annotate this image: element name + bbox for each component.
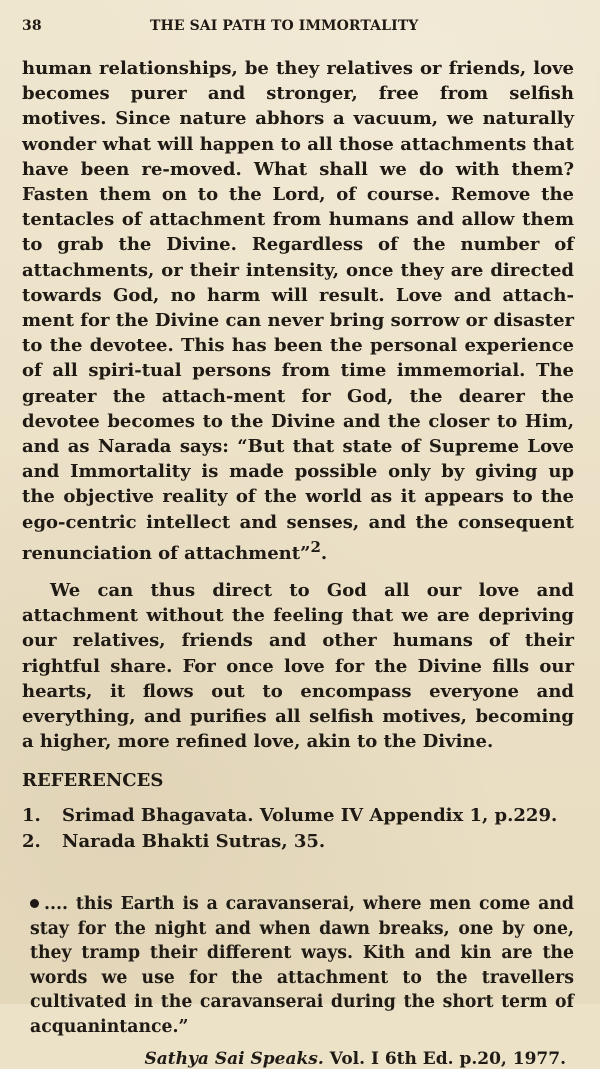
footnote-ref: 2 [310,537,321,556]
source-details: Vol. I 6th Ed. p.20, 1977. [323,1048,566,1069]
running-title: THE SAI PATH TO IMMORTALITY [150,18,419,34]
page-number: 38 [22,18,42,34]
references-heading: REFERENCES [22,770,164,792]
quote-text: .... this Earth is a caravanserai, where men come and stay for the night and when dawn breaks, one by one, they tramp their different ways. Kith and kin are the words we use for the attachment to the travellers cultivated in the caravanserai during the short term of acquanintance.” [30,894,574,1037]
closing-quote [22,892,574,1038]
paragraph-2: We can thus direct to God all our love and attachment without the feeling that we are depriving our relatives, friends and other humans of their rightful share. For once love for the Divine fills our hearts, it flows out to encompass everyone and everything, and purifies all selfish motives, becoming a higher, more refined love, akin to the Divine. [22,580,574,753]
paragraph-1-text: human relationships, be they relatives or friends, love becomes purer and stronger, free from selfish motives. Since nature abhors a vacuum, we naturally wonder what will happen to all those attachments that have been re-moved. What shall we do with them? Fasten them on to the Lord, of course. Remove the tentacles of attachment from humans and allow them to grab the Divine. Regardless of the number of attachments, or their intensity, once they are directed towards God, no harm will result. Love and attach-ment for the Divine can never bring sorrow or disaster to the devotee. This has been the personal experience of all spiri-tual persons from time immemorial. The greater the attach-ment for God, the dearer the devotee becomes to the Divine and the closer to Him, and as Narada says: “But that state of Supreme Love and Immortality is made possible only by giving up the objective reality of the world as it appears to the ego-centric intellect and senses, and the consequent renunciation of attachment” [22,58,574,564]
body-text [22,56,574,754]
reference-text: Narada Bhakti Sutras, 35. [62,830,326,852]
page-header [22,18,574,52]
paragraph-1 [22,56,574,566]
reference-number: 1. [22,805,41,827]
source-title: Sathya Sai Speaks. [144,1048,324,1069]
reference-number: 2. [22,830,41,852]
references-list [22,803,574,854]
quote-source [22,1049,574,1069]
reference-text: Srimad Bhagavata. Volume IV Appendix 1, p.229. [62,805,558,827]
bullet-icon [30,899,39,908]
reference-item [22,803,574,829]
paragraph-1-end: . [320,542,328,564]
reference-item [22,829,574,855]
